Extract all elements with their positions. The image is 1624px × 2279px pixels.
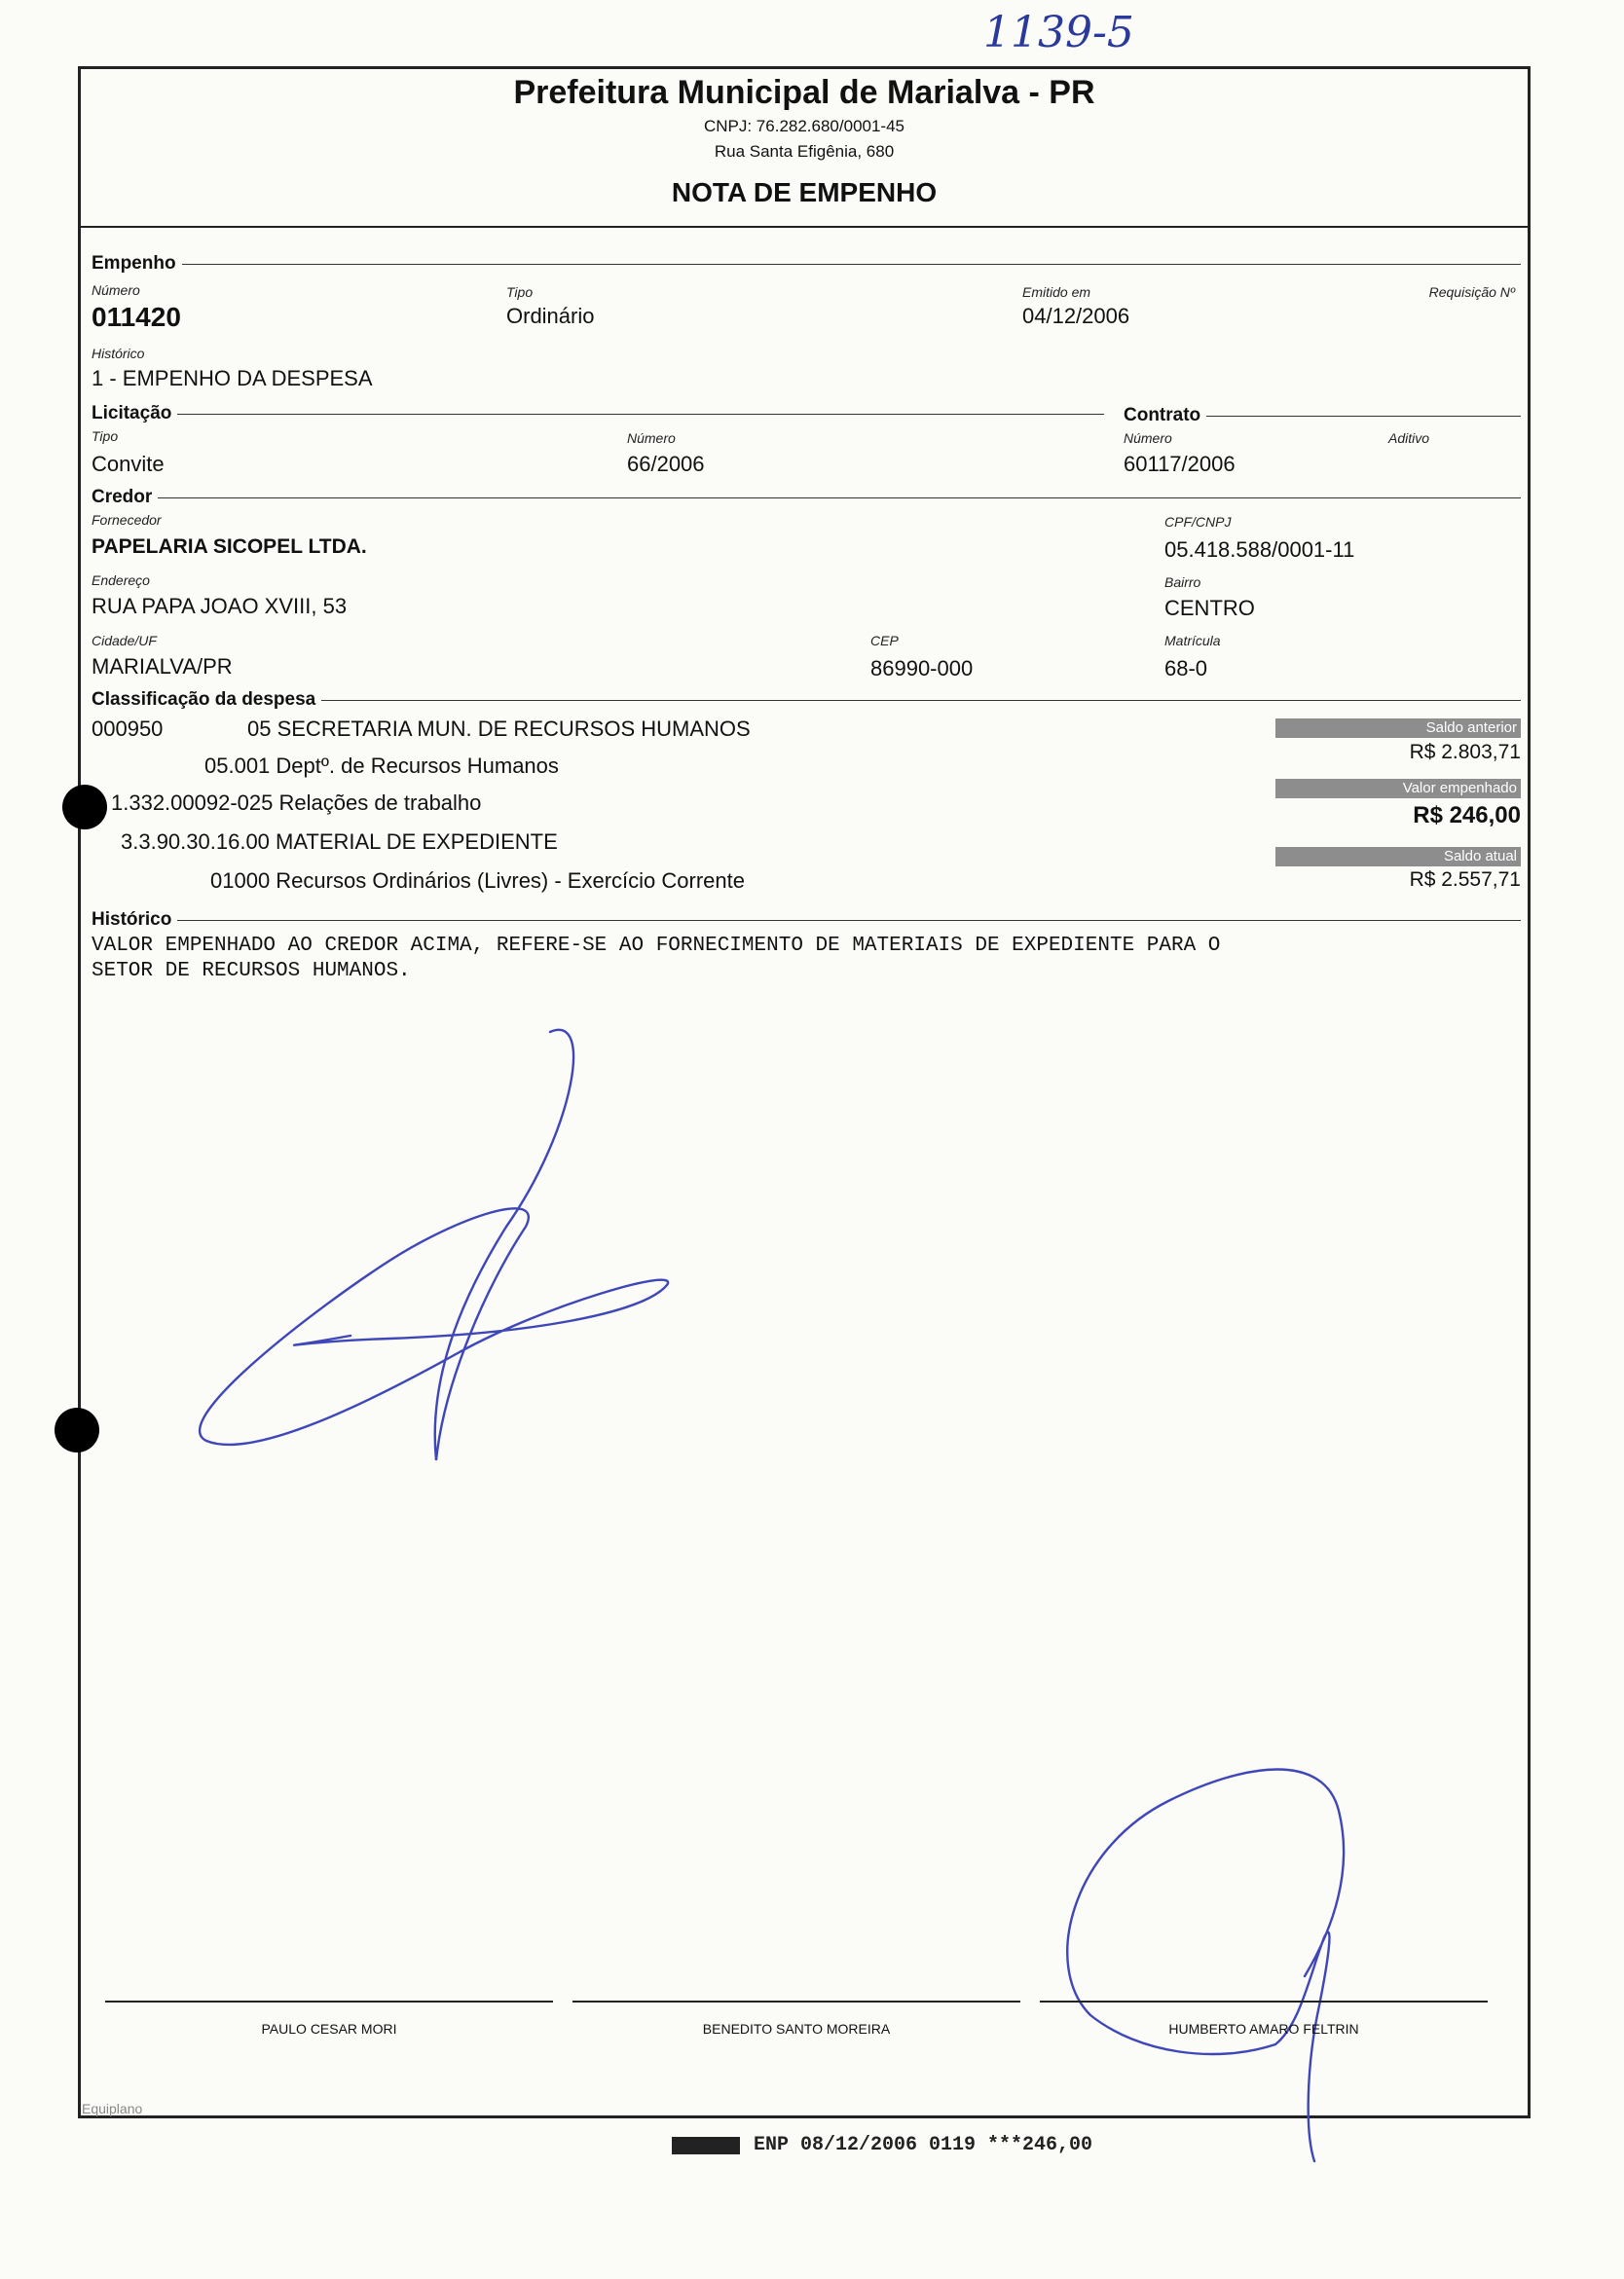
fornecedor-label: Fornecedor (92, 512, 162, 528)
section-contrato-title: Contrato (1124, 405, 1201, 425)
address-text: Rua Santa Efigênia, 680 (714, 142, 895, 161)
classificacao-line5: 01000 Recursos Ordinários (Livres) - Exercício Corrente (210, 868, 745, 893)
saldo-atual-label: Saldo atual (1275, 847, 1521, 866)
empenho-tipo-label: Tipo (506, 284, 534, 300)
licitacao-tipo-label: Tipo (92, 428, 119, 444)
stamp-logo-mark (672, 2137, 740, 2154)
bairro-label: Bairro (1164, 574, 1201, 590)
saldo-atual: R$ 2.557,71 (1409, 868, 1521, 891)
cep: 86990-000 (870, 656, 974, 680)
empenho-historico-label: Histórico (92, 346, 145, 361)
licitacao-numero: 66/2006 (627, 452, 705, 476)
signature-line-1 (105, 2001, 553, 2003)
punch-hole-top (62, 785, 107, 829)
signatory-1: PAULO CESAR MORI (261, 2021, 397, 2037)
saldo-anterior-label: Saldo anterior (1275, 718, 1521, 738)
classificacao-line3: 1.332.00092-025 Relações de trabalho (111, 790, 482, 815)
cidade: MARIALVA/PR (92, 654, 233, 679)
empenho-tipo: Ordinário (506, 304, 595, 328)
handwritten-page-number: 1139-5 (983, 8, 1134, 57)
historico-line1: VALOR EMPENHADO AO CREDOR ACIMA, REFERE-SE AO FORNECIMENTO DE MATERIAIS DE EXPEDIENTE PARA O (92, 935, 1221, 957)
contrato-numero: 60117/2006 (1124, 452, 1236, 476)
stamp-text: ENP 08/12/2006 0119 ***246,00 (754, 2134, 1093, 2156)
classificacao-line1: 05 SECRETARIA MUN. DE RECURSOS HUMANOS (247, 717, 751, 741)
signatory-2: BENEDITO SANTO MOREIRA (702, 2021, 891, 2037)
punch-hole-bottom (55, 1408, 99, 1452)
endereco: RUA PAPA JOAO XVIII, 53 (92, 594, 348, 618)
signature-line-2 (572, 2001, 1020, 2003)
contrato-numero-label: Número (1124, 430, 1172, 446)
section-classificacao-title: Classificação da despesa (92, 689, 316, 710)
municipality-title: Prefeitura Municipal de Marialva - PR (513, 74, 1095, 111)
saldo-anterior: R$ 2.803,71 (1409, 741, 1521, 763)
software-credit: Equiplano (82, 2101, 143, 2116)
print-stamp (672, 2134, 1092, 2156)
bairro: CENTRO (1164, 596, 1255, 620)
signatory-3: HUMBERTO AMARO FELTRIN (1168, 2021, 1359, 2037)
empenho-numero: 011420 (92, 302, 181, 332)
cnpj-text: CNPJ: 76.282.680/0001-45 (703, 117, 905, 135)
classificacao-code: 000950 (92, 717, 164, 741)
requisicao-label: Requisição Nº (1428, 284, 1515, 300)
classificacao-line4: 3.3.90.30.16.00 MATERIAL DE EXPEDIENTE (121, 829, 558, 854)
historico-line2: SETOR DE RECURSOS HUMANOS. (92, 960, 411, 982)
section-empenho-title: Empenho (92, 253, 176, 274)
emitido-date: 04/12/2006 (1022, 304, 1130, 328)
empenho-numero-label: Número (92, 282, 140, 298)
licitacao-tipo: Convite (92, 452, 165, 476)
valor-empenhado: R$ 246,00 (1413, 802, 1521, 828)
licitacao-numero-label: Número (627, 430, 676, 446)
empenho-historico: 1 - EMPENHO DA DESPESA (92, 366, 373, 390)
document-title: NOTA DE EMPENHO (671, 177, 938, 207)
emitido-label: Emitido em (1022, 284, 1091, 300)
fornecedor-name: PAPELARIA SICOPEL LTDA. (92, 535, 367, 558)
section-licitacao-title: Licitação (92, 403, 172, 423)
section-historico-title: Histórico (92, 909, 172, 930)
section-credor-title: Credor (92, 487, 153, 507)
cep-label: CEP (870, 633, 899, 648)
cpf-cnpj: 05.418.588/0001-11 (1164, 537, 1355, 562)
valor-empenhado-label: Valor empenhado (1275, 779, 1521, 798)
matricula: 68-0 (1164, 656, 1208, 680)
cidade-label: Cidade/UF (92, 633, 157, 648)
classificacao-line2: 05.001 Deptº. de Recursos Humanos (204, 754, 559, 778)
aditivo-label: Aditivo (1388, 430, 1430, 446)
endereco-label: Endereço (92, 572, 150, 588)
cpf-cnpj-label: CPF/CNPJ (1164, 514, 1232, 530)
signature-line-3 (1040, 2001, 1488, 2003)
matricula-label: Matrícula (1164, 633, 1221, 648)
